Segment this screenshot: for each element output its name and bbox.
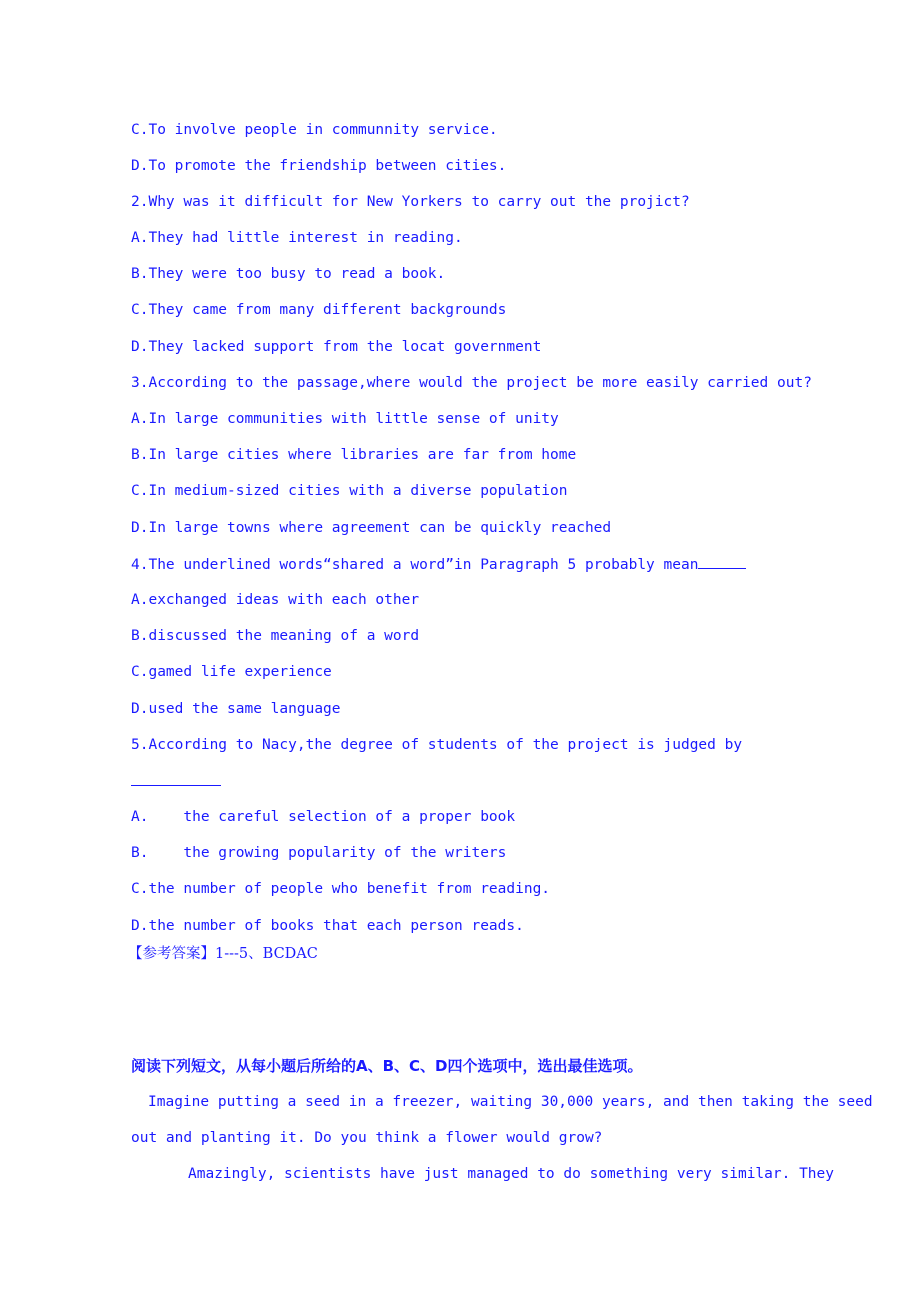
q5-blank-line [131,771,221,792]
q4-option-c: C.gamed life experience [131,664,332,680]
q1-option-d: D.To promote the friendship between cities. [131,158,507,174]
answer-key: 【参考答案】1---5、BCDAC [128,946,318,962]
q2-option-a: A.They had little interest in reading. [131,230,463,246]
q1-option-c: C.To involve people in communnity service. [131,122,498,138]
passage-p2-line1: Amazingly, scientists have just managed to do something very similar. They [188,1166,835,1182]
answer-blank [698,554,746,569]
q4-stem-line [131,554,746,575]
q4-option-d: D.used the same language [131,701,341,717]
q3-option-d: D.In large towns where agreement can be quickly reached [131,520,612,536]
q5-option-c: C.the number of people who benefit from reading. [131,881,551,897]
q3-stem: 3.According to the passage,where would the project be more easily carried out? [131,375,812,391]
q3-option-b: B.In large cities where libraries are far from home [131,447,577,463]
q3-option-c: C.In medium-sized cities with a diverse population [131,483,568,499]
passage-p1-line1: Imagine putting a seed in a freezer, waiting 30,000 years, and then taking the seed [148,1094,873,1110]
q5-stem: 5.According to Nacy,the degree of students of the project is judged by [131,737,743,753]
q5-option-d: D.the number of books that each person reads. [131,918,524,934]
section-heading: 阅读下列短文，从每小题后所给的A、B、C、D四个选项中，选出最佳选项。 [131,1057,643,1075]
q4-option-b: B.discussed the meaning of a word [131,628,420,644]
q5-option-a: A. the careful selection of a proper book [131,809,516,825]
q2-option-b: B.They were too busy to read a book. [131,266,446,282]
q4-stem: 4.The underlined words“shared a word”in Paragraph 5 probably mean [131,557,699,573]
passage-p1-line2: out and planting it. Do you think a flower would grow? [131,1130,603,1146]
answer-blank [131,771,221,786]
q4-option-a: A.exchanged ideas with each other [131,592,420,608]
q2-stem: 2.Why was it difficult for New Yorkers to carry out the projict? [131,194,690,210]
q2-option-d: D.They lacked support from the locat government [131,339,542,355]
q5-option-b: B. the growing popularity of the writers [131,845,507,861]
q2-option-c: C.They came from many different backgrounds [131,302,507,318]
q3-option-a: A.In large communities with little sense of unity [131,411,559,427]
